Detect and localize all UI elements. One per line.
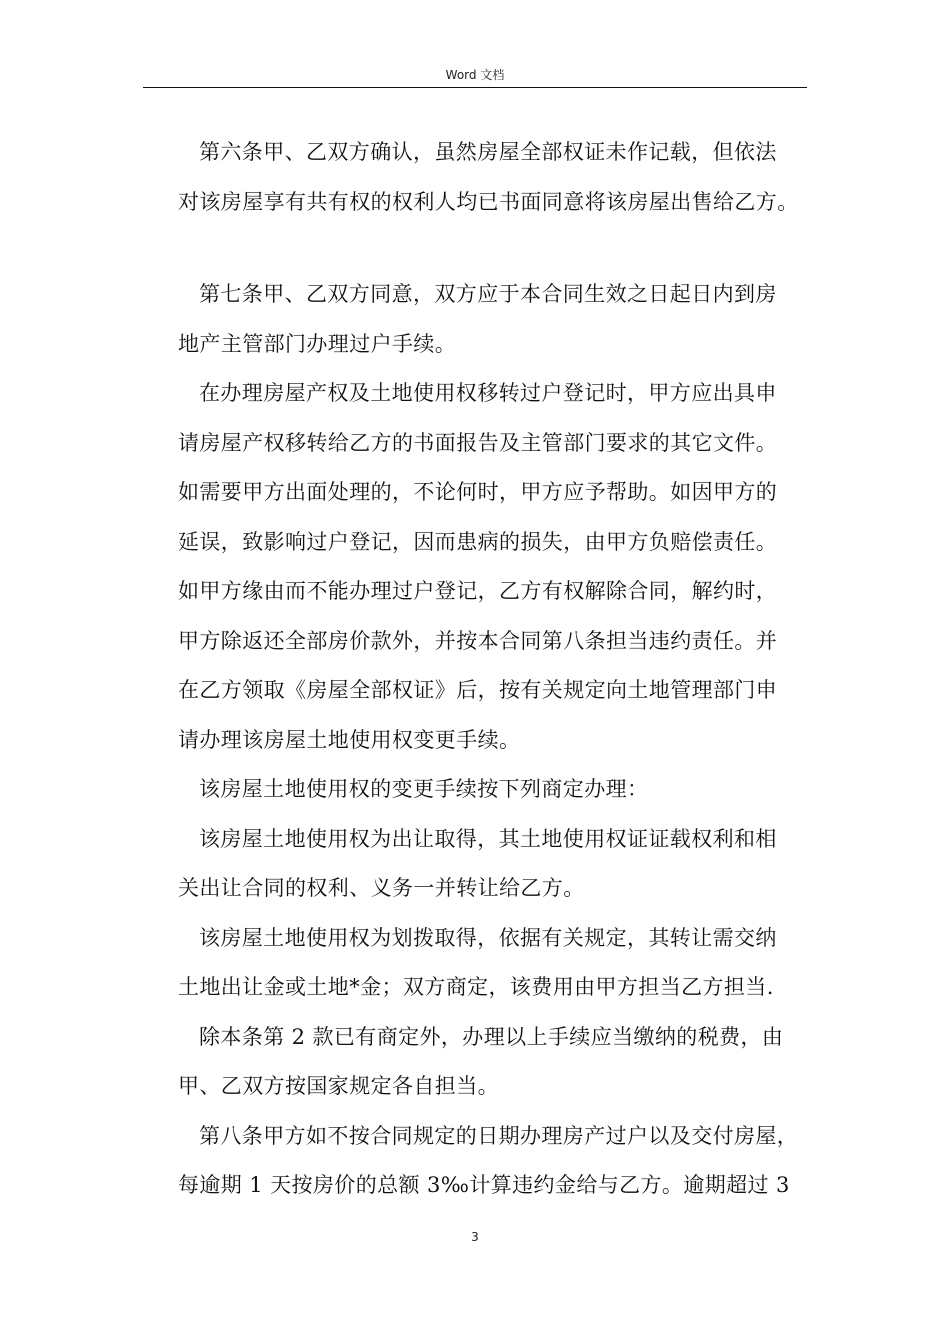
text-line: 地产主管部门办理过户手续。 — [178, 331, 457, 356]
text-line: 该房屋土地使用权为出让取得，其土地使用权证证载权利和相 — [199, 826, 777, 851]
paragraph-land-use-change — [178, 765, 818, 815]
paragraph-transfer-registration — [178, 369, 818, 765]
text-line: 除本条第 2 款已有商定外，办理以上手续应当缴纳的税费，由 — [199, 1024, 784, 1049]
text-line: 第八条甲方如不按合同规定的日期办理房产过户以及交付房屋， — [199, 1123, 799, 1148]
text-line: 第七条甲、乙双方同意，双方应于本合同生效之日起日内到房 — [199, 282, 777, 306]
paragraph-article-6 — [178, 128, 818, 227]
text-line: 如需要甲方出面处理的，不论何时，甲方应予帮助。如因甲方的 — [178, 480, 778, 504]
text-line: 甲方除返还全部房价款外，并按本合同第八条担当违约责任。并 — [178, 628, 778, 653]
page-header: Word 文档 — [445, 68, 505, 82]
paragraph-gap — [178, 227, 818, 270]
text-line: 土地出让金或土地*金；双方商定，该费用由甲方担当乙方担当. — [178, 975, 774, 999]
text-line: 请办理该房屋土地使用权变更手续。 — [178, 727, 521, 752]
paragraph-article-8 — [178, 1112, 818, 1211]
text-line: 如甲方缘由而不能办理过户登记，乙方有权解除合同，解约时， — [178, 579, 778, 603]
text-line: 在乙方领取《房屋全部权证》后，按有关规定向土地管理部门申 — [178, 678, 778, 702]
text-line: 甲、乙双方按国家规定各自担当。 — [178, 1074, 499, 1098]
text-line: 该房屋土地使用权的变更手续按下列商定办理： — [199, 777, 649, 801]
header-divider — [143, 87, 807, 88]
paragraph-land-transfer-grant — [178, 815, 818, 914]
paragraph-article-7 — [178, 270, 818, 369]
text-line: 该房屋土地使用权为划拨取得，依据有关规定，其转让需交纳 — [199, 925, 777, 950]
page-number: 3 — [471, 1230, 479, 1244]
text-line: 在办理房屋产权及土地使用权移转过户登记时，甲方应出具申 — [199, 381, 777, 405]
text-line: 每逾期 1 天按房价的总额 3‰计算违约金给与乙方。逾期超过 3 — [178, 1173, 790, 1197]
text-line: 第六条甲、乙双方确认，虽然房屋全部权证未作记载，但依法 — [199, 140, 777, 164]
text-line: 延误，致影响过户登记，因而患病的损失，由甲方负赔偿责任。 — [178, 529, 778, 554]
text-line: 请房屋产权移转给乙方的书面报告及主管部门要求的其它文件。 — [178, 430, 778, 455]
text-line: 关出让合同的权利、义务一并转让给乙方。 — [178, 876, 585, 900]
document-body — [178, 128, 818, 1211]
paragraph-land-allocation — [178, 914, 818, 1013]
paragraph-taxes — [178, 1013, 818, 1112]
text-line: 对该房屋享有共有权的权利人均已书面同意将该房屋出售给乙方。 — [178, 189, 799, 214]
